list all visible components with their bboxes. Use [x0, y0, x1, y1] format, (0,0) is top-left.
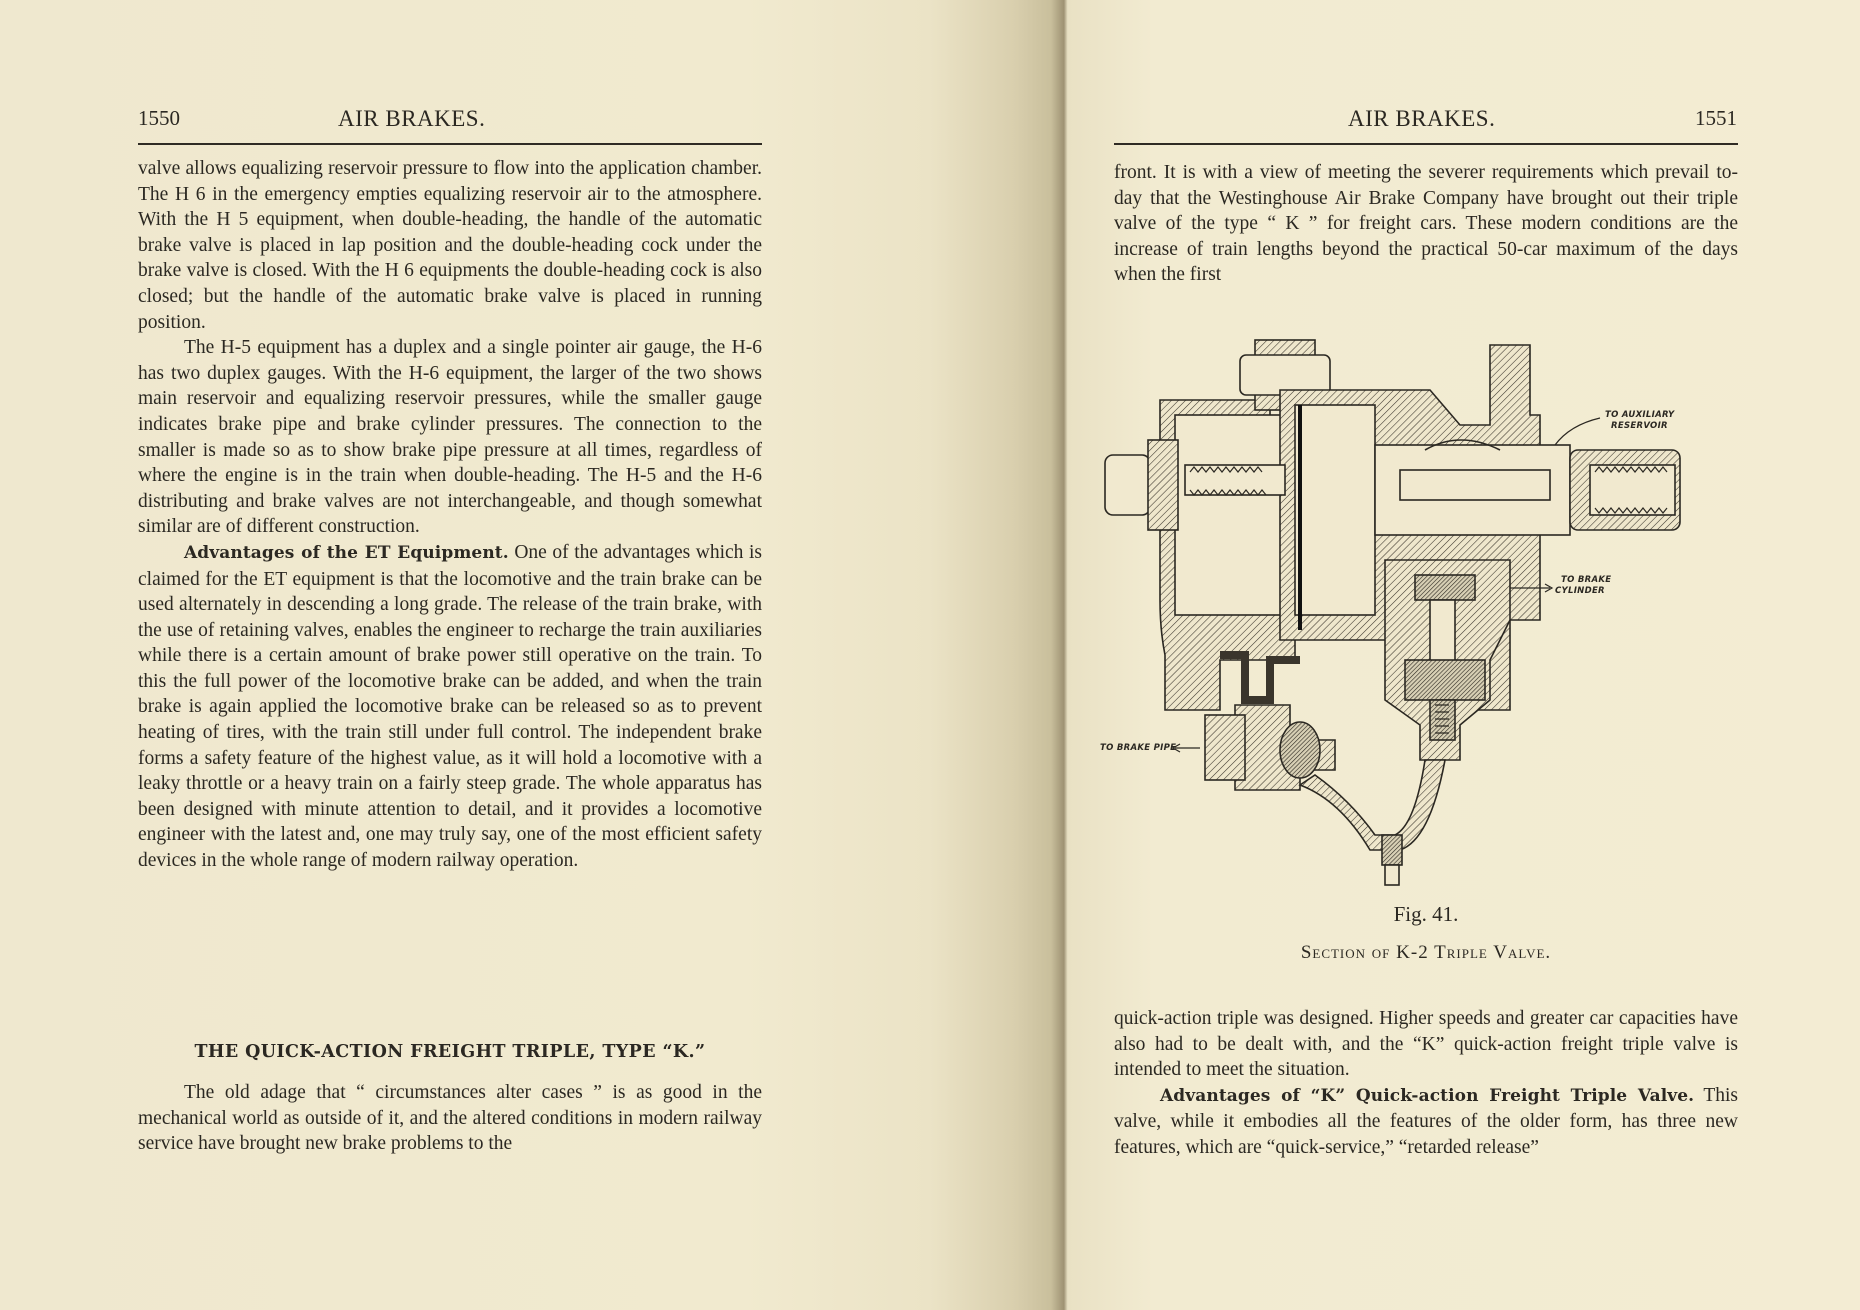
page-number: 1550: [138, 106, 180, 130]
callout-auxiliary-reservoir: [1605, 410, 1674, 432]
paragraph: [1114, 1083, 1738, 1161]
callout-line: CYLINDER: [1555, 586, 1605, 596]
paragraph-text: This valve, while it embodies all the features of the older form, has three new features, which are “quick-service,” “retarded release”: [1114, 1084, 1738, 1158]
run-in-heading: Advantages of “K” Quick-action Freight Triple Valve.: [1160, 1085, 1695, 1106]
callout-line: TO BRAKE: [1561, 575, 1612, 585]
paragraph: valve allows equalizing reservoir pressure to flow into the application chamber. The H 6 in the emergency empties equalizing reservoir air to the atmosphere. With the H 5 equipment, when double-heading, the handle of the automatic brake valve is placed in lap position and the double-heading cock under the brake valve is closed. With the H 6 equipments the double-heading cock is also closed; but the handle of the automatic brake valve is placed in running position.: [138, 158, 762, 333]
callout-line: TO AUXILIARY: [1605, 410, 1675, 420]
right-page: [930, 0, 1860, 1310]
paragraph: front. It is with a view of meeting the severer requirements which prevail to-day that the Westinghouse Air Brake Company have brought out their triple valve of the type “ K ” for freight cars. These modern conditions are the increase of train lengths beyond the practical 50-car maximum of the days when the first: [1114, 162, 1738, 286]
paragraph: The old adage that “ circumstances alter cases ” is as good in the mechanical world as outside of it, and the altered conditions in modern railway service have brought new brake problems to the: [138, 1082, 762, 1155]
callout-brake-cylinder: [1555, 575, 1611, 597]
page-number: 1551: [1695, 106, 1737, 130]
paragraph-text: One of the advantages which is claimed for the ET equipment is that the locomotive and the train brake can be used alternately in descending a long grade. The release of the train brake, with the use of retaining valves, enables the engineer to recharge the train auxiliaries while there is a certain amount of brake power still operative on the train. To this the full power of the locomotive brake can be added, and when the train brake is again applied the locomotive brake can be released so as to prevent heating of tires, with the train still under full control. The independent brake forms a safety feature of the highest value, as it will hold a locomotive with a leaky throttle or a heavy train on a fairly steep grade. The whole apparatus has been designed with minute attention to detail, and it provides a locomotive engineer with the latest and, one may truly say, one of the most efficient safety devices in the whole range of modern railway operation.: [138, 541, 762, 872]
triple-valve-diagram: [1100, 330, 1700, 900]
callout-line: RESERVOIR: [1611, 421, 1668, 431]
header-rule: [138, 143, 762, 145]
paragraph: The H-5 equipment has a duplex and a single pointer air gauge, the H-6 has two duplex gauges. With the H-6 equipment, the larger of the two shows main reservoir and equalizing reservoir pressures, while the smaller gauge indicates brake pipe and brake cylinder pressures. The connection to the smaller is made so as to show brake pipe pressure at all times, regardless of where the engine is in the train when double-heading. The H-5 and the H-6 distributing and brake valves are not interchangeable, and though somewhat similar are of different construction.: [138, 337, 762, 538]
section-heading: THE QUICK-ACTION FREIGHT TRIPLE, TYPE “K.”: [194, 1042, 706, 1062]
left-body-text: [138, 156, 762, 874]
paragraph: quick-action triple was designed. Higher speeds and greater car capacities have also had to be dealt with, and the “K” quick-action freight triple valve is intended to meet the situation.: [1114, 1008, 1738, 1081]
left-body-text-2: [138, 1080, 762, 1157]
running-head: AIR BRAKES.: [338, 106, 486, 131]
figure-number: Fig. 41.: [1393, 902, 1459, 926]
paragraph: [138, 540, 762, 874]
running-head: AIR BRAKES.: [1348, 106, 1496, 131]
run-in-heading: Advantages of the ET Equipment.: [184, 542, 509, 563]
right-body-text: [1114, 160, 1738, 288]
right-body-text-2: [1114, 1006, 1738, 1161]
figure-caption: Section of K-2 Triple Valve.: [1300, 942, 1552, 963]
header-rule: [1114, 143, 1738, 145]
callout-brake-pipe: TO BRAKE PIPE: [1100, 743, 1177, 753]
